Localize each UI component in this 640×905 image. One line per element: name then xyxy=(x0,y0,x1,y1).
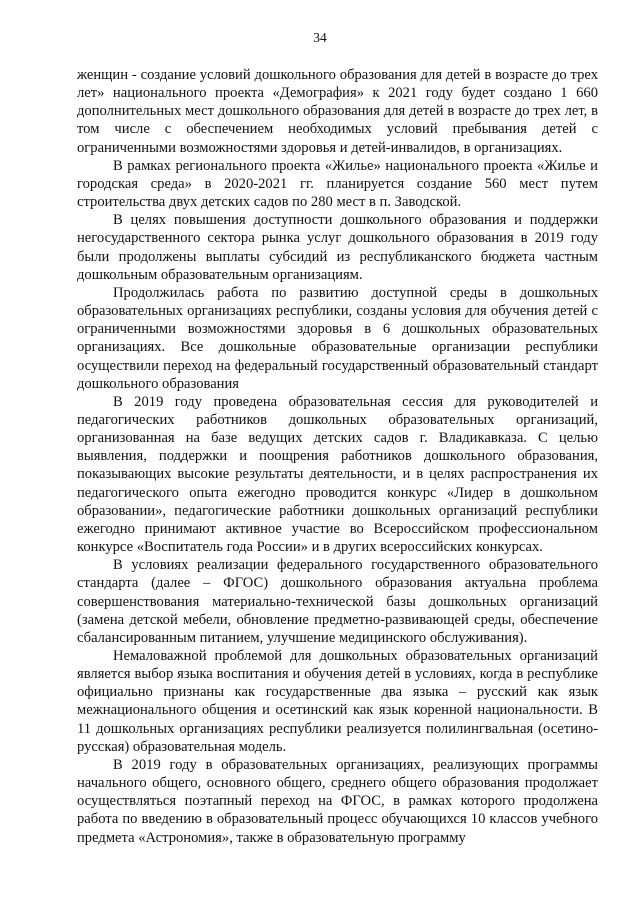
paragraph-7: Немаловажной проблемой для дошкольных образовательных организаций является выбор языка воспитания и обучения детей в условиях, когда в республике официально признаны как государственные два языка – русский как язык межнационального общения и осетинский как язык коренной национальности. В 11 дошкольных организациях республики реализуется полилингвальная (осетино-русская) образовательная модель. xyxy=(77,648,598,755)
page-number: 34 xyxy=(313,30,327,45)
body-text xyxy=(77,66,598,847)
paragraph-6: В условиях реализации федерального государственного образовательного стандарта (далее – ФГОС) дошкольного образования актуальна проблема совершенствования материально-технической базы дошкольных организаций (замена детской мебели, обновление предметно-развивающей среды, обеспечение сбалансированным питанием, улучшение медицинского обслуживания). xyxy=(77,557,598,646)
paragraph-1: женщин - создание условий дошкольного образования для детей в возрасте до трех лет» национального проекта «Демография» к 2021 году будет создано 1 660 дополнительных мест дошкольного образования для детей в возрасте до трех лет, в том числе с обеспечением необходимых условий пребывания детей с ограниченными возможностями здоровья и детей-инвалидов, в организациях. xyxy=(77,67,598,156)
paragraph-3: В целях повышения доступности дошкольного образования и поддержки негосударственного сектора рынка услуг дошкольного образования в 2019 году были продолжены выплаты субсидий из республиканского бюджета частным дошкольным образовательным организациям. xyxy=(77,212,598,283)
paragraph-8: В 2019 году в образовательных организациях, реализующих программы начального общего, основного общего, среднего общего образования продолжает осуществляться поэтапный переход на ФГОС, в рамках которого продолжена работа по введению в образовательный процесс обучающихся 10 классов учебного предмета «Астрономия», также в образовательную программу xyxy=(77,756,598,846)
paragraph-5: В 2019 году проведена образовательная сессия для руководителей и педагогических работников дошкольных образовательных организаций, организованная на базе ведущих детских садов г. Владикавказа. С целью выявления, поддержки и поощрения работников дошкольного образования, показывающих высокие результаты деятельности, и в целях распространения их педагогического опыта ежегодно проводится конкурс «Лидер в дошкольном образовании», педагогические работники дошкольных организаций республики ежегодно принимают активное участие во Всероссийском профессиональном конкурсе «Воспитатель года России» и в других всероссийских конкурсах. xyxy=(77,393,598,556)
paragraph-2: В рамках регионального проекта «Жилье» национального проекта «Жилье и городская среда» в 2020-2021 гг. планируется создание 560 мест путем строительства двух детских садов по 280 мест в п. Заводской. xyxy=(77,157,598,211)
paragraph-4: Продолжилась работа по развитию доступной среды в дошкольных образовательных организациях республики, созданы условия для обучения детей с ограниченными возможностями здоровья в 6 дошкольных образовательных организациях. Все дошкольные образовательные организации республики осуществили переход на федеральный государственный образовательный стандарт дошкольного образования xyxy=(77,284,598,392)
